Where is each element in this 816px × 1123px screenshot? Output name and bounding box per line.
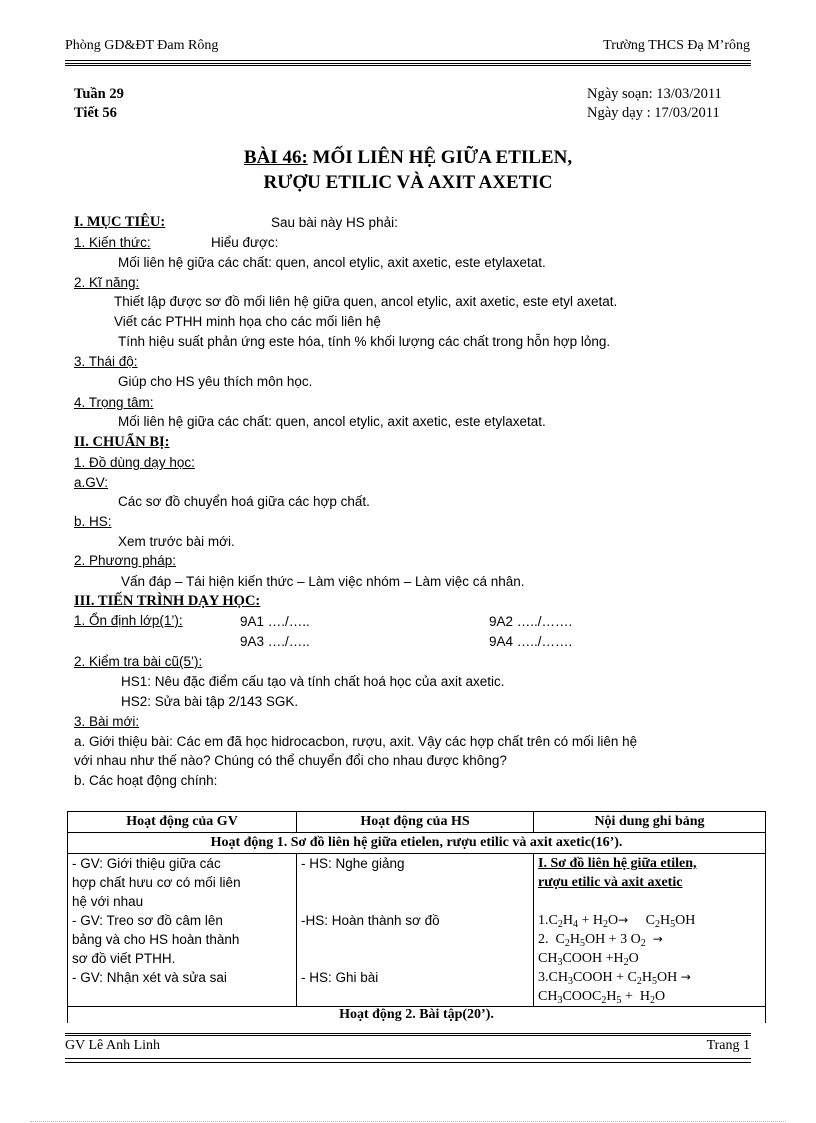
teach-date: Ngày dạy : 17/03/2011 — [587, 105, 720, 121]
activity-1-title: Hoạt động 1. Sơ đồ liên hệ giữa etielen, rượu etilic và axit axetic(16’). — [68, 833, 766, 854]
objectives-note: Sau bài này HS phải: — [271, 215, 398, 230]
activity-2-row — [68, 1007, 766, 1024]
knowledge-text: Mối liên hệ giữa các chất: quen, ancol etylic, axit axetic, este etylaxetat. — [118, 255, 546, 270]
footer-teacher: GV Lê Anh Linh — [65, 1038, 161, 1053]
week: Tuần 29 — [74, 86, 124, 102]
skills-text-2: Viết các PTHH minh họa cho các mối liên hệ — [114, 314, 381, 329]
gv-line: hệ với nhau — [72, 894, 144, 909]
equation-2-product: $CH_3COOH +H_2O$ — [538, 951, 639, 968]
lesson-title-rest: MỐI LIÊN HỆ GIỮA ETILEN, — [307, 147, 573, 168]
arrow-icon: → — [652, 932, 663, 946]
activity-1-content-row — [68, 854, 766, 1007]
header-teacher-activity: Hoạt động của GV — [68, 812, 297, 833]
intro-line-2: với nhau như thế nào? Chúng có thể chuyển đổi cho nhau được không? — [74, 753, 507, 768]
method-heading: 2. Phương pháp: — [74, 553, 176, 568]
activity-table — [67, 811, 766, 1023]
activity-2-title: Hoạt động 2. Bài tập(20’). — [68, 1007, 766, 1024]
check-question-2: HS2: Sửa bài tập 2/143 SGK. — [121, 694, 299, 709]
skills-text-1: Thiết lập được sơ đồ mối liên hệ giữa quen, ancol etylic, axit axetic, este etyl axetat. — [114, 294, 618, 309]
old-lesson-check-heading: 2. Kiểm tra bài cũ(5’): — [74, 654, 203, 669]
arrow-icon: → — [618, 913, 629, 927]
footer-double-rule — [65, 1033, 751, 1036]
class-9a4: 9A4 …../……. — [489, 634, 573, 649]
footer-page: Trang 1 — [706, 1038, 750, 1053]
header-student-activity: Hoạt động của HS — [297, 812, 534, 833]
skills-heading: 2. Kĩ năng: — [74, 275, 140, 290]
section-procedure: III. TIẾN TRÌNH DẠY HỌC: — [74, 593, 261, 609]
content-title-line-1: I. Sơ đồ liên hệ giữa etilen, — [538, 856, 697, 871]
method-text: Vấn đáp – Tái hiện kiến thức – Làm việc nhóm – Làm việc cá nhân. — [121, 574, 525, 589]
class-9a3: 9A3 …./….. — [240, 634, 310, 649]
knowledge-heading: 1. Kiến thức: — [74, 235, 151, 250]
gv-line: - GV: Treo sơ đồ câm lên — [72, 913, 223, 928]
new-lesson-heading: 3. Bài mới: — [74, 714, 140, 729]
class-9a1: 9A1 …./….. — [240, 614, 310, 629]
class-check-heading: 1. Ổn định lớp(1’): — [74, 613, 183, 628]
teacher-activity-cell — [68, 854, 297, 1007]
table-header-row — [68, 812, 766, 833]
hs-line: - HS: Nghe giảng — [301, 856, 405, 871]
equation-1: $1.C_2H_4 + H_2O\to$ $C_2H_5OH$ — [538, 913, 696, 930]
footer-rule-2 — [65, 1062, 751, 1063]
footer-rule — [65, 1058, 751, 1059]
gv-line: - GV: Nhận xét và sửa sai — [72, 970, 227, 985]
page-break — [30, 1121, 786, 1122]
arrow-icon: → — [680, 970, 691, 984]
teacher-prep-heading: a.GV: — [74, 475, 109, 490]
student-activity-cell — [297, 854, 534, 1007]
header-double-rule — [65, 63, 751, 66]
attitude-heading: 3. Thái độ: — [74, 354, 138, 369]
intro-line-1: a. Giới thiệu bài: Các em đã học hidrocacbon, rượu, axit. Vậy các hợp chất trên có mối liên hệ — [74, 734, 638, 749]
lesson-number: BÀI 46: — [243, 147, 308, 168]
section-objectives: I. MỤC TIÊU: — [74, 214, 166, 230]
equation-2: 2. $C_2H_5OH + 3$ $O_2$ → — [538, 932, 663, 949]
header-rule — [65, 60, 751, 61]
knowledge-note: Hiểu được: — [211, 235, 279, 250]
student-prep-heading: b. HS: — [74, 514, 112, 529]
section-preparation: II. CHUẨN BỊ: — [74, 434, 170, 450]
board-content-cell — [534, 854, 766, 1007]
skills-text-3: Tính hiệu suất phản ứng este hóa, tính % khối lượng các chất trong hỗn hợp lỏng. — [118, 334, 611, 349]
gv-line: hợp chất hưu cơ có mối liên — [72, 875, 241, 890]
hs-line: - HS: Ghi bài — [301, 970, 379, 985]
check-question-1: HS1: Nêu đặc điểm cấu tạo và tính chất hoá học của axit axetic. — [121, 674, 505, 689]
header-school-name: Trường THCS Đạ M’rông — [603, 38, 750, 53]
class-9a2: 9A2 …../……. — [489, 614, 573, 629]
prep-date: Ngày soạn: 13/03/2011 — [587, 86, 722, 102]
gv-line: bảng và cho HS hoàn thành — [72, 932, 240, 947]
student-prep-text: Xem trước bài mới. — [118, 534, 235, 549]
header-school-dept: Phòng GD&ĐT Đam Rông — [65, 38, 219, 53]
period: Tiết 56 — [74, 105, 117, 121]
attitude-text: Giúp cho HS yêu thích môn học. — [118, 374, 313, 389]
focus-heading: 4. Trọng tâm: — [74, 395, 154, 410]
teacher-prep-text: Các sơ đồ chuyển hoá giữa các hợp chất. — [118, 494, 370, 509]
lesson-title-line2: RƯỢU ETILIC VÀ AXIT AXETIC — [263, 172, 553, 193]
hs-line: -HS: Hoàn thành sơ đồ — [301, 913, 440, 928]
equation-3-product: $CH_3COOC_2H_5 + H_2O$ — [538, 989, 666, 1006]
activity-1-row — [68, 833, 766, 854]
lesson-title-line1 — [65, 147, 751, 169]
gv-line: - GV: Giới thiệu giữa các — [72, 856, 221, 871]
teaching-aids-heading: 1. Đồ dùng dạy học: — [74, 455, 195, 470]
focus-text: Mối liên hệ giữa các chất: quen, ancol etylic, axit axetic, este etylaxetat. — [118, 414, 546, 429]
header-board-content: Nội dung ghi bảng — [534, 812, 766, 833]
activities-heading: b. Các hoạt động chính: — [74, 773, 218, 788]
equation-3: $3.CH_3COOH + C_2H_5OH$ → — [538, 970, 691, 987]
content-title-line-2: rượu etilic và axit axetic — [538, 875, 683, 890]
gv-line: sơ đồ viết PTHH. — [72, 951, 176, 966]
